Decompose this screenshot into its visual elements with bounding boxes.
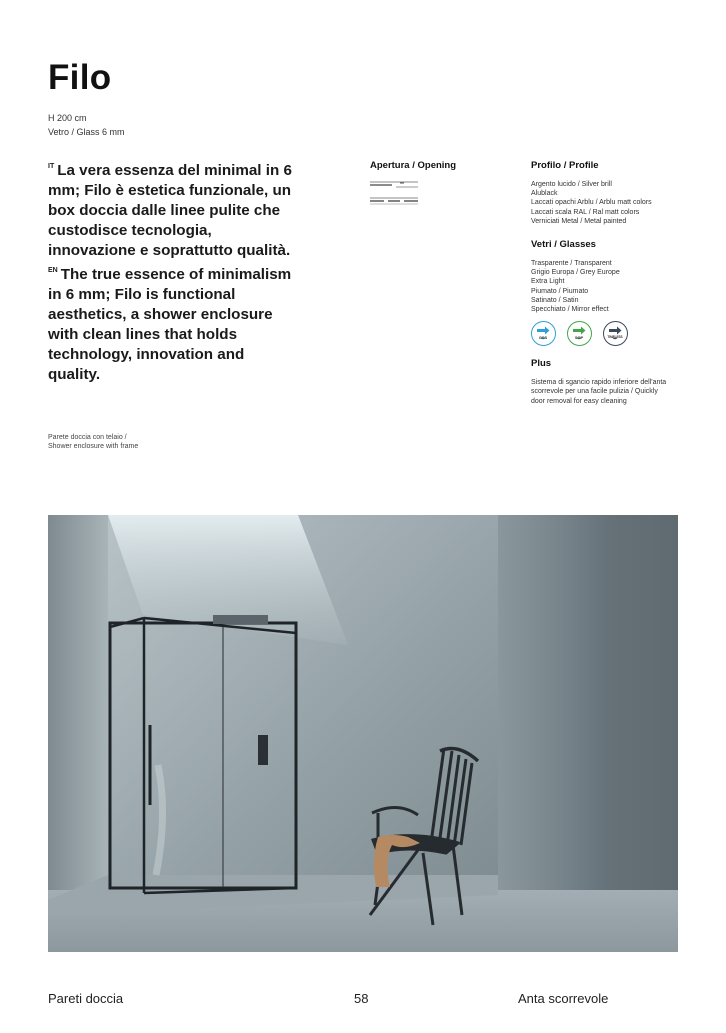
sliding-door-icon	[370, 180, 420, 190]
height-spec: H 200 cm	[48, 113, 87, 123]
glass-item: Trasparente / Transparent	[531, 260, 612, 268]
glass-item: Extra Light	[531, 278, 565, 286]
photo-caption	[48, 433, 138, 451]
glasses-heading: Vetri / Glasses	[531, 239, 596, 251]
intro-italian-text: La vera essenza del minimal in 6 mm; Filo è estetica funzionale, un box doccia dalle linee pulite che custodisce tecnologia, innovazione e soprattutto qualità.	[48, 162, 292, 259]
product-specs	[48, 111, 125, 139]
glass-item: Satinato / Satin	[531, 296, 579, 304]
shower-enclosure-photo	[48, 515, 678, 952]
sgp-badge-icon	[567, 321, 592, 346]
intro-italian	[48, 157, 293, 261]
glasses-section	[531, 239, 701, 346]
plus-heading: Plus	[531, 358, 552, 370]
profile-item: Alublack	[531, 190, 558, 198]
plus-text	[531, 378, 701, 406]
sgp-badge-label: SGP	[574, 335, 584, 341]
plus-line: door removal for easy cleaning	[531, 397, 627, 405]
caption-line-2: Shower enclosure with frame	[48, 443, 139, 450]
certification-badges	[531, 321, 701, 346]
profile-heading: Profilo / Profile	[531, 160, 599, 171]
plus-line: Sistema di sgancio rapido inferiore dell'anta	[531, 379, 667, 387]
glasses-list	[531, 259, 701, 314]
timeless-badge-icon	[603, 321, 628, 346]
details-column	[531, 160, 701, 406]
intro-english	[48, 261, 293, 385]
timeless-badge-label: TIMELESS	[607, 335, 623, 340]
plus-section	[531, 358, 701, 406]
page-title: Filo	[48, 58, 112, 97]
sliding-door-double-icon	[370, 196, 420, 206]
plus-line: scorrevole per una facile pulizia / Quickly	[531, 388, 658, 396]
intro-text	[48, 157, 293, 385]
lang-tag-en: EN	[48, 267, 58, 274]
profile-item: Verniciati Metal / Metal painted	[531, 217, 627, 225]
page-number: 58	[354, 991, 369, 1006]
lang-tag-it: IT	[48, 163, 55, 170]
glass-spec: Vetro / Glass 6 mm	[48, 127, 125, 137]
caption-line-1: Parete doccia con telaio /	[48, 434, 127, 441]
opening-heading: Apertura / Opening	[370, 160, 457, 171]
footer-category: Anta scorrevole	[518, 991, 609, 1006]
profile-item: Laccati opachi Arblu / Arblu matt colors	[531, 199, 652, 207]
glass-item: Specchiato / Mirror effect	[531, 306, 609, 314]
glass-item: Grigio Europa / Grey Europe	[531, 269, 620, 277]
profile-item: Laccati scala RAL / Ral matt colors	[531, 208, 640, 216]
footer-section-name: Pareti doccia	[48, 991, 124, 1006]
opening-section	[370, 160, 500, 206]
profile-item: Argento lucido / Silver brill	[531, 181, 612, 188]
gss-badge-icon	[531, 321, 556, 346]
gss-badge-label: GSS	[538, 335, 548, 341]
glass-item: Piumato / Piumato	[531, 287, 589, 295]
profile-list	[531, 180, 701, 226]
profile-section	[531, 160, 701, 226]
intro-english-text: The true essence of minimalism in 6 mm; Filo is functional aesthetics, a shower enclosure with clean lines that holds technology, innovation and quality.	[48, 266, 292, 383]
